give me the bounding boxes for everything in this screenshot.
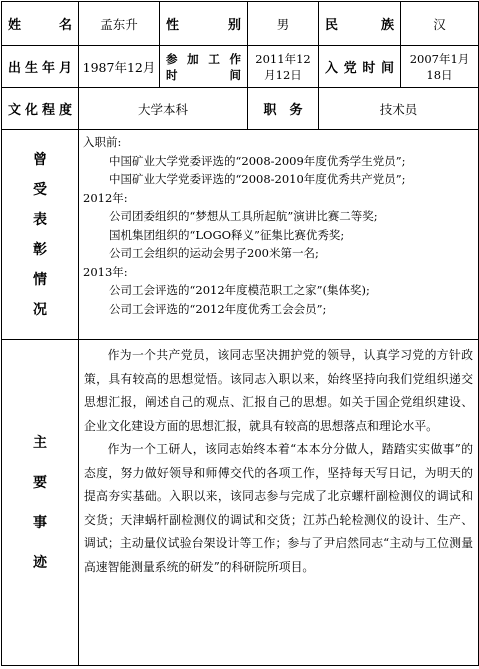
awards-line: 公司团委组织的“梦想从工具所起航”演讲比赛二等奖;	[109, 209, 378, 223]
position-label: 职 务	[248, 88, 319, 130]
work-start-value-line2: 月12日	[264, 67, 302, 82]
name-label: 姓 名	[2, 2, 79, 46]
awards-line: 中国矿业大学党委评选的“2008-2009年度优秀学生党员”;	[109, 153, 406, 168]
awards-line: 公司工会评选的“2012年度模范职工之家”(集体奖);	[109, 283, 370, 297]
work-start-label-line1: 参 加 工 作	[166, 51, 241, 66]
education-label: 文化程度	[2, 88, 79, 130]
name-value: 孟东升	[79, 2, 160, 46]
awards-side-char: 情	[33, 271, 47, 288]
personnel-form	[1, 1, 479, 666]
party-join-value-line1: 2007年1月	[409, 51, 470, 66]
events-side-char: 迹	[33, 554, 47, 571]
work-start-value	[248, 46, 319, 88]
awards-line: 国机集团组织的“LOGO释义”征集比赛优秀奖;	[109, 227, 345, 242]
row-dates	[2, 46, 479, 88]
ethnicity-label: 民 族	[319, 2, 401, 46]
events-side-char: 主	[33, 434, 47, 451]
awards-side-char: 受	[33, 181, 47, 198]
awards-side-char: 彰	[33, 241, 47, 258]
events-side-char: 事	[33, 514, 47, 531]
events-content	[79, 340, 479, 666]
events-side-label	[2, 340, 79, 666]
awards-side-char: 曾	[33, 151, 47, 168]
awards-line: 入职前:	[83, 135, 122, 149]
awards-content	[79, 130, 479, 340]
party-join-value	[401, 46, 479, 88]
work-start-value-line1: 2011年12	[255, 51, 311, 66]
row-education	[2, 88, 479, 130]
events-paragraph: 作为一个共产党员，该同志坚决拥护党的领导，认真学习党的方针政策，具有较高的思想觉悟。该同志入职以来，始终坚持向我们党组织递交思想汇报，阐述自己的观点、汇报自己的思想。如关于国企党组织建设、企业文化建设方面的思想汇报，就具有较高的思想落点和理论水平。	[84, 348, 473, 433]
birth-value: 1987年12月	[79, 46, 160, 88]
position-value: 技术员	[319, 88, 479, 130]
awards-side-char: 况	[33, 301, 47, 318]
education-value: 大学本科	[79, 88, 248, 130]
awards-line: 2013年:	[83, 264, 128, 279]
awards-line: 公司工会评选的“2012年度优秀工会会员”;	[109, 301, 327, 316]
party-join-value-line2: 18日	[426, 67, 453, 82]
awards-side-char: 表	[33, 211, 47, 228]
awards-line: 公司工会组织的运动会男子200米第一名;	[109, 246, 319, 260]
gender-label: 性 别	[160, 2, 248, 46]
row-basic-info	[2, 2, 479, 46]
row-main-events	[2, 340, 479, 666]
awards-line: 2012年:	[83, 190, 128, 205]
gender-value: 男	[248, 2, 319, 46]
events-side-char: 要	[33, 474, 47, 491]
row-awards	[2, 130, 479, 340]
awards-side-label	[2, 130, 79, 340]
work-start-label	[160, 46, 248, 88]
ethnicity-value: 汉	[401, 2, 479, 46]
events-paragraph: 作为一个工研人，该同志始终本着“本本分分做人，踏踏实实做事”的态度，努力做好领导和师傅交代的各项工作，坚持每天写日记，为明天的提高夯实基础。入职以来，该同志参与完成了北京螺杆副检测仪的调试和交货；天津蜗杆副检测仪的调试和交货；江苏凸轮检测仪的设计、生产、调试；主动量仪试验台架设计等工作；参与了尹启然同志“主动与工位测量高速智能测量系统的研发”的科研院所项目。	[84, 442, 473, 574]
awards-line: 中国矿业大学党委评选的“2008-2010年度优秀共产党员”;	[109, 172, 406, 186]
birth-label: 出生年月	[2, 46, 79, 88]
work-start-label-line2: 时 间	[166, 67, 241, 82]
party-join-label: 入党时间	[319, 46, 401, 88]
